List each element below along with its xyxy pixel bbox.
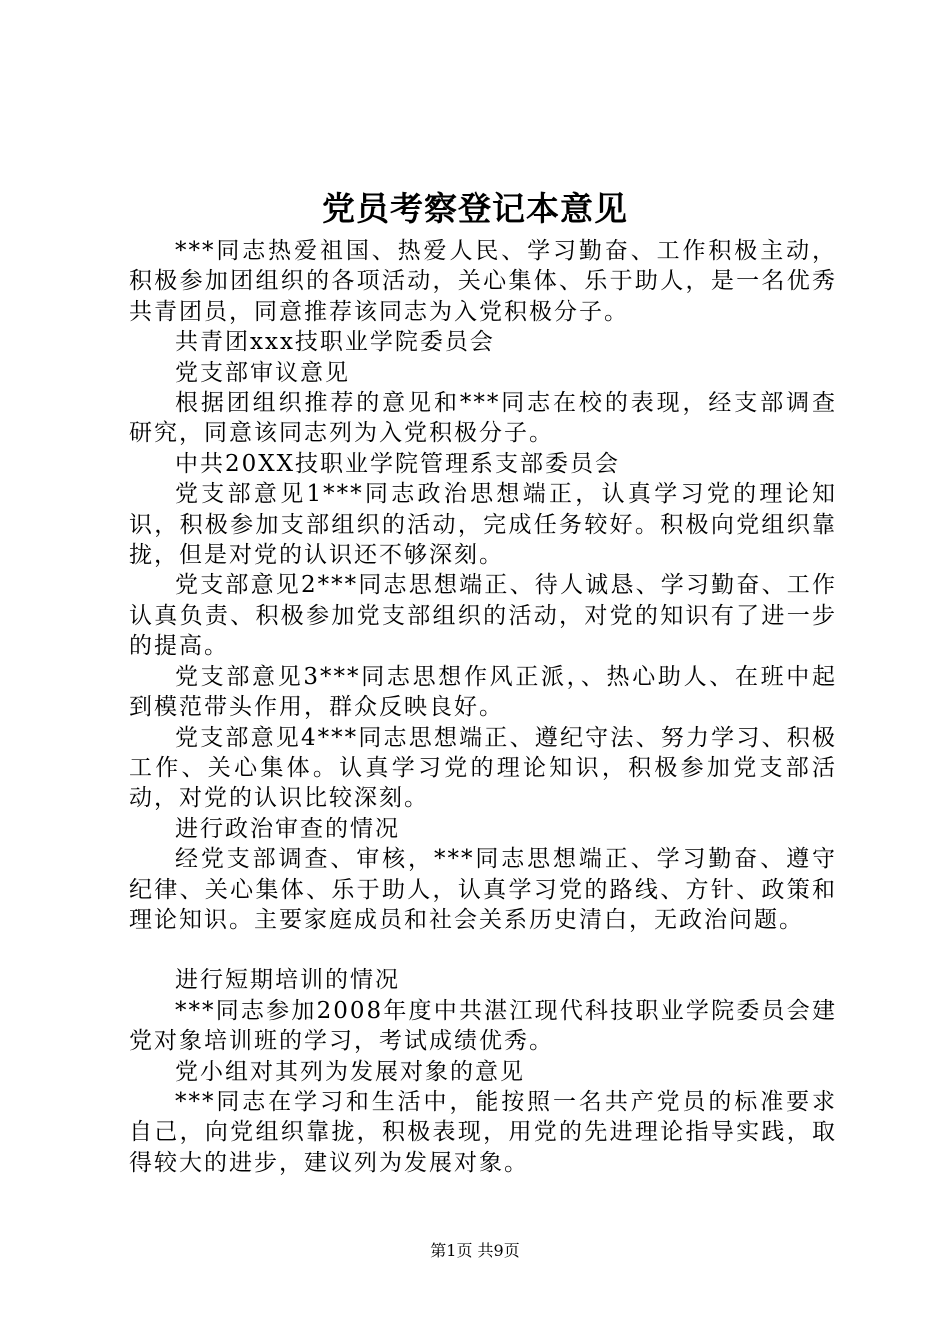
paragraph-youth-league-committee: 共青团xxx技职业学院委员会	[175, 329, 495, 356]
document-title: 党员考察登记本意见	[322, 189, 628, 228]
heading-political-review: 进行政治审查的情况	[175, 815, 400, 842]
paragraph-opinion-3: 党支部意见3***同志思想作风正派，、热心助人、在班中起到模范带头作用，群众反映良好。	[129, 663, 837, 721]
document-body	[129, 236, 837, 1178]
paragraph-branch-committee: 中共20XX技职业学院管理系支部委员会	[175, 450, 621, 477]
paragraph-opinion-1: 党支部意见1***同志政治思想端正，认真学习党的理论知识，积极参加支部组织的活动，完成任务较好。积极向党组织靠拢，但是对党的认识还不够深刻。	[129, 481, 837, 569]
paragraph-group-opinion: ***同志在学习和生活中，能按照一名共产党员的标准要求自己，向党组织靠拢，积极表现，用党的先进理论指导实践，取得较大的进步，建议列为发展对象。	[129, 1088, 837, 1176]
paragraph-opinion-4: 党支部意见4***同志思想端正、遵纪守法、努力学习、积极工作、关心集体。认真学习党的理论知识，积极参加党支部活动，对党的认识比较深刻。	[129, 724, 837, 812]
paragraph-recommendation: ***同志热爱祖国、热爱人民、学习勤奋、工作积极主动，积极参加团组织的各项活动，关心集体、乐于助人，是一名优秀共青团员，同意推荐该同志为入党积极分子。	[129, 238, 837, 325]
heading-training: 进行短期培训的情况	[175, 967, 400, 994]
paragraph-political-review: 经党支部调查、审核，***同志思想端正、学习勤奋、遵守纪律、关心集体、乐于助人，认真学习党的路线、方针、政策和理论知识。主要家庭成员和社会关系历史清白，无政治问题。	[129, 846, 837, 933]
blank-line	[129, 935, 837, 965]
paragraph-opinion-2: 党支部意见2***同志思想端正、待人诚恳、学习勤奋、工作认真负责、积极参加党支部组织的活动，对党的知识有了进一步的提高。	[129, 572, 837, 660]
page-number: 第1页 共9页	[430, 1241, 520, 1260]
heading-branch-review: 党支部审议意见	[175, 359, 350, 386]
paragraph-training: ***同志参加2008年度中共湛江现代科技职业学院委员会建党对象培训班的学习，考试成绩优秀。	[129, 997, 837, 1055]
heading-group-opinion: 党小组对其列为发展对象的意见	[175, 1058, 525, 1085]
paragraph-branch-review: 根据团组织推荐的意见和***同志在校的表现，经支部调查研究，同意该同志列为入党积极分子。	[129, 390, 837, 447]
